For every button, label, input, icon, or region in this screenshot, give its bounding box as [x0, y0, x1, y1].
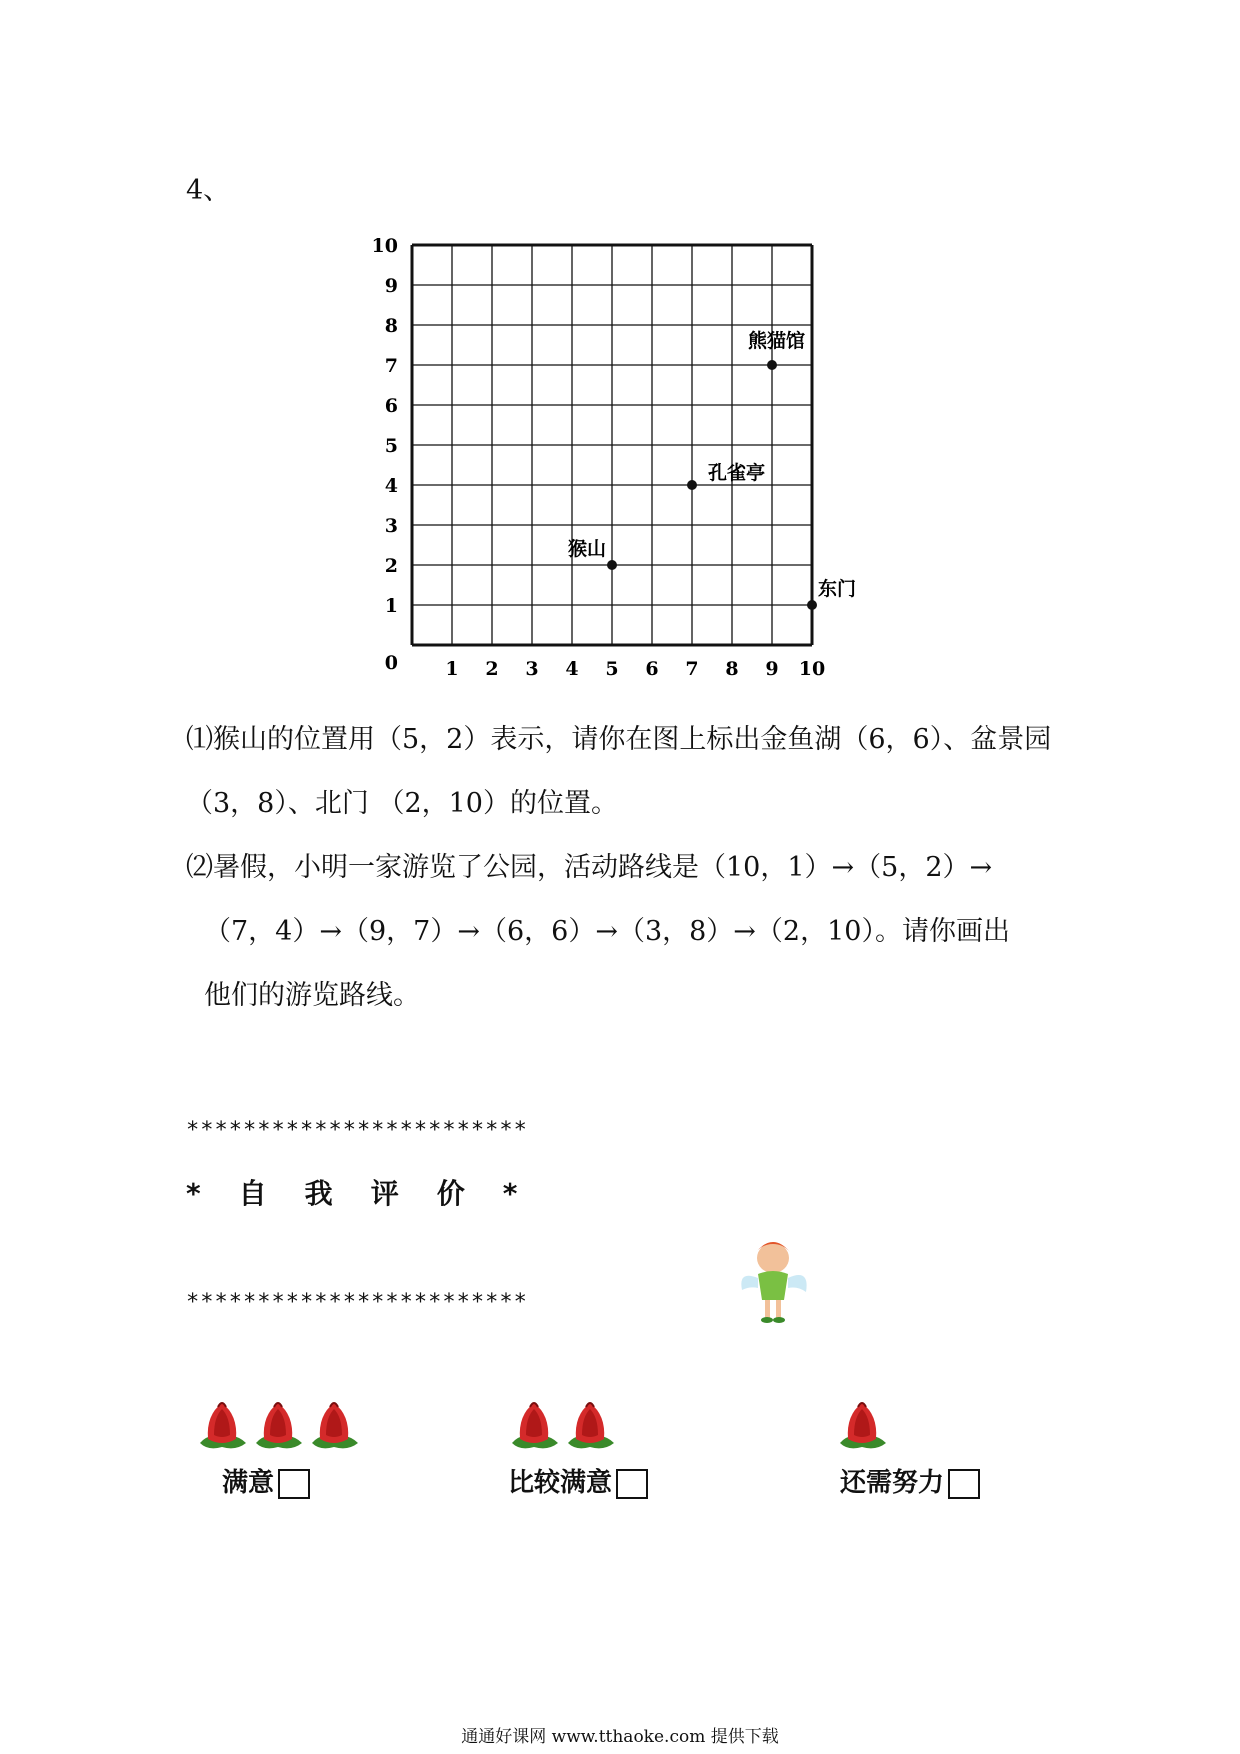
- title-char: *: [186, 1177, 201, 1210]
- x-tick-label: 7: [685, 658, 699, 680]
- checkbox-fairly-satisfied[interactable]: [616, 1469, 648, 1499]
- grid-point: [607, 560, 617, 570]
- point-label: 熊猫馆: [748, 330, 806, 352]
- x-axis-labels: [445, 658, 825, 680]
- y-tick-label: 4: [384, 475, 398, 497]
- y-tick-label: 10: [371, 235, 398, 257]
- eval-label-text: 满意: [222, 1468, 275, 1498]
- x-tick-label: 8: [725, 658, 739, 680]
- point-label: 猴山: [568, 538, 607, 560]
- rose-icon: [568, 1403, 614, 1448]
- checkbox-needs-effort[interactable]: [948, 1469, 980, 1499]
- question-1: ⑴猴山的位置用（5，2）表示，请你在图上标出金鱼湖（6，6）、盆景园（3，8）、北门 （2，10）的位置。: [186, 724, 1052, 819]
- x-tick-label: 5: [605, 658, 619, 680]
- question-2-line-3: 他们的游览路线。: [204, 980, 420, 1011]
- y-tick-label: 3: [384, 515, 398, 537]
- coordinate-grid: [370, 225, 890, 705]
- y-tick-label: 1: [384, 595, 398, 617]
- rose-icon: [512, 1403, 558, 1448]
- grid-point: [807, 600, 817, 610]
- y-axis-labels: [372, 235, 398, 674]
- eval-option-fairly-satisfied: [508, 1462, 648, 1499]
- question-2-line-2: （7，4）→（9，7）→（6，6）→（3，8）→（2，10）。请你画出: [204, 916, 1010, 947]
- footer-credit: 通通好课网 www.tthaoke.com 提供下载: [461, 1727, 779, 1747]
- rose-icon: [200, 1403, 246, 1448]
- title-char: 价: [436, 1177, 465, 1210]
- y-tick-label: 9: [384, 275, 398, 297]
- y-tick-label: 5: [384, 435, 398, 457]
- x-tick-label: 2: [485, 658, 499, 680]
- y-tick-label: 8: [384, 315, 398, 337]
- eval-option-needs-effort: [840, 1462, 980, 1499]
- x-tick-label: 6: [645, 658, 659, 680]
- question-number: 4、: [186, 175, 231, 206]
- grid-lines: [412, 245, 812, 645]
- question-2-line-1: ⑵暑假，小明一家游览了公园，活动路线是（10，1）→（5，2）→: [186, 852, 993, 883]
- flowers-satisfied: [196, 1395, 366, 1459]
- self-eval-title: [186, 1172, 555, 1212]
- origin-label: 0: [384, 652, 398, 674]
- grid-point: [767, 360, 777, 370]
- title-char: 评: [370, 1177, 399, 1210]
- rose-icon: [312, 1403, 358, 1448]
- stars-divider-top: ************************: [186, 1118, 528, 1143]
- point-label: 孔雀亭: [708, 462, 766, 484]
- y-tick-label: 6: [384, 395, 398, 417]
- rose-icon: [840, 1403, 886, 1448]
- title-char: *: [502, 1177, 518, 1210]
- eval-label-text: 还需努力: [840, 1468, 945, 1498]
- title-char: 自: [238, 1177, 267, 1210]
- fairy-illustration: [728, 1230, 818, 1330]
- eval-option-satisfied: [222, 1462, 310, 1499]
- x-tick-label: 4: [565, 658, 579, 680]
- x-tick-label: 10: [798, 658, 826, 680]
- x-tick-label: 9: [765, 658, 779, 680]
- y-tick-label: 2: [384, 555, 398, 577]
- checkbox-satisfied[interactable]: [278, 1469, 310, 1499]
- y-tick-label: 7: [384, 355, 398, 377]
- point-label: 东门: [818, 578, 857, 600]
- flowers-fairly-satisfied: [508, 1395, 678, 1459]
- grid-point: [687, 480, 697, 490]
- x-tick-label: 1: [445, 658, 459, 680]
- title-char: 我: [304, 1177, 333, 1210]
- stars-divider-bottom: ************************: [186, 1290, 528, 1315]
- x-tick-label: 3: [525, 658, 539, 680]
- rose-icon: [256, 1403, 302, 1448]
- question-2: [186, 836, 1066, 1028]
- eval-label-text: 比较满意: [508, 1468, 613, 1498]
- flowers-needs-effort: [836, 1395, 1006, 1459]
